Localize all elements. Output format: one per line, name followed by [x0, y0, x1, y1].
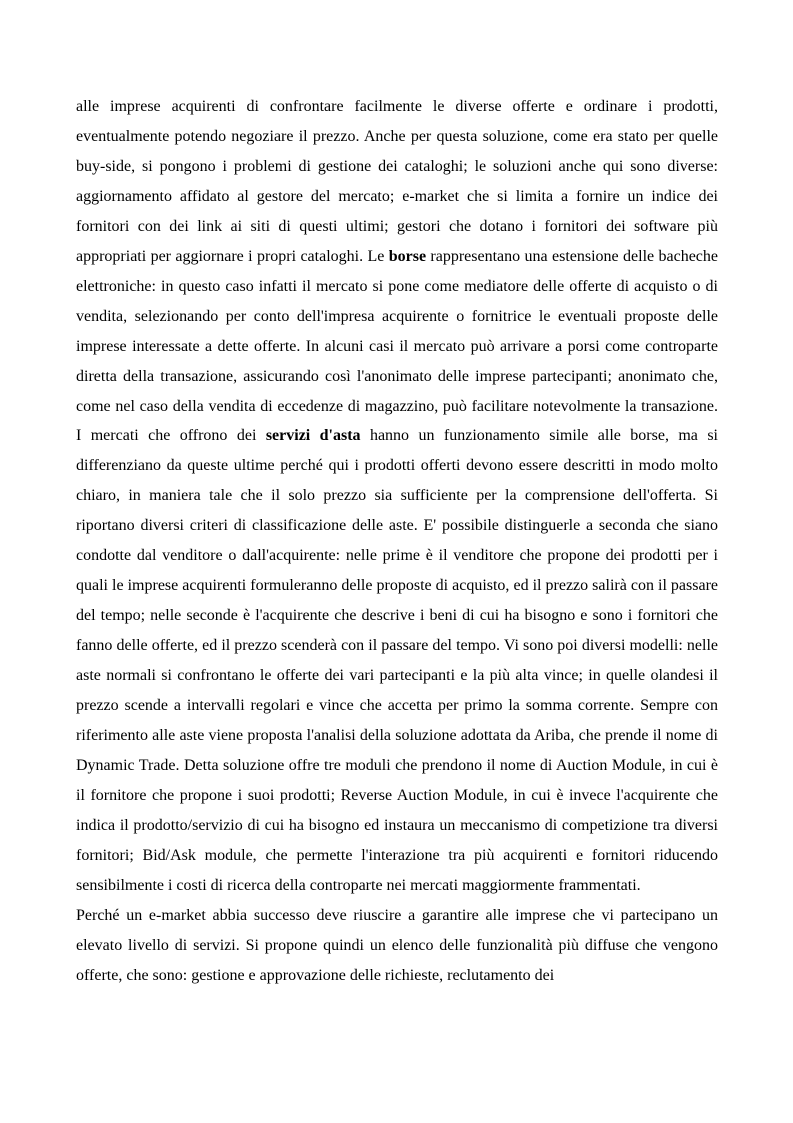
- term-servizi-asta: servizi d'asta: [265, 427, 361, 445]
- paragraph-1-part-1: alle imprese acquirenti di confrontare facilmente le diverse offerte e ordinare i prodotti, eventualmente potendo negoziare il prezzo. Anche per questa soluzione, come era stato per quelle buy-side, si pongono i problemi di gestione dei cataloghi; le soluzioni anche qui sono diverse: aggiornamento affidato al gestore del mercato; e-market che si limita a fornire un indice dei fornitori con dei link ai siti di questi ultimi; gestori che dotano i fornitori dei software più appropriati per aggiornare i propri cataloghi. Le: [76, 98, 718, 265]
- paragraph-1-part-3: hanno un funzionamento simile alle borse, ma si differenziano da queste ultime perché qui i prodotti offerti devono essere descritti in modo molto chiaro, in maniera tale che il solo prezzo sia sufficiente per la comprensione dell'offerta. Si riportano diversi criteri di classificazione delle aste. E' possibile distinguerle a seconda che siano condotte dal venditore o dall'acquirente: nelle prime è il venditore che propone dei prodotti per i quali le imprese acquirenti formuleranno delle proposte di acquisto, ed il prezzo salirà con il passare del tempo; nelle seconde è l'acquirente che descrive i beni di cui ha bisogno e sono i fornitori che fanno delle offerte, ed il prezzo scenderà con il passare del tempo. Vi sono poi diversi modelli: nelle aste normali si confrontano le offerte dei vari partecipanti e la più alta vince; in quelle olandesi il prezzo scende a intervalli regolari e vince che accetta per primo la somma corrente. Sempre con riferimento alle aste viene proposta l'analisi della soluzione adottata da Ariba, che prende il nome di Dynamic Trade. Detta soluzione offre tre moduli che prendono il nome di Auction Module, in cui è il fornitore che propone i suoi prodotti; Reverse Auction Module, in cui è invece l'acquirente che indica il prodotto/servizio di cui ha bisogno ed instaura un meccanismo di competizione tra diversi fornitori; Bid/Ask module, che permette l'interazione tra più acquirenti e fornitori riducendo sensibilmente i costi di ricerca della controparte nei mercati maggiormente frammentati.: [76, 427, 718, 894]
- term-borse: borse: [388, 247, 427, 265]
- body-text: [76, 92, 718, 991]
- paragraph-1: [76, 92, 718, 901]
- paragraph-2: Perché un e-market abbia successo deve riuscire a garantire alle imprese che vi partecipano un elevato livello di servizi. Si propone quindi un elenco delle funzionalità più diffuse che vengono offerte, che sono: gestione e approvazione delle richieste, reclutamento dei: [76, 906, 718, 984]
- paragraph-1-part-2: rappresentano una estensione delle bacheche elettroniche: in questo caso infatti il mercato si pone come mediatore delle offerte di acquisto o di vendita, selezionando per conto dell'impresa acquirente o fornitrice le eventuali proposte delle imprese interessate a dette offerte. In alcuni casi il mercato può arrivare a porsi come controparte diretta della transazione, assicurando così l'anonimato delle imprese partecipanti; anonimato che, come nel caso della vendita di eccedenze di magazzino, può facilitare notevolmente la transazione. I mercati che offrono dei: [76, 247, 719, 445]
